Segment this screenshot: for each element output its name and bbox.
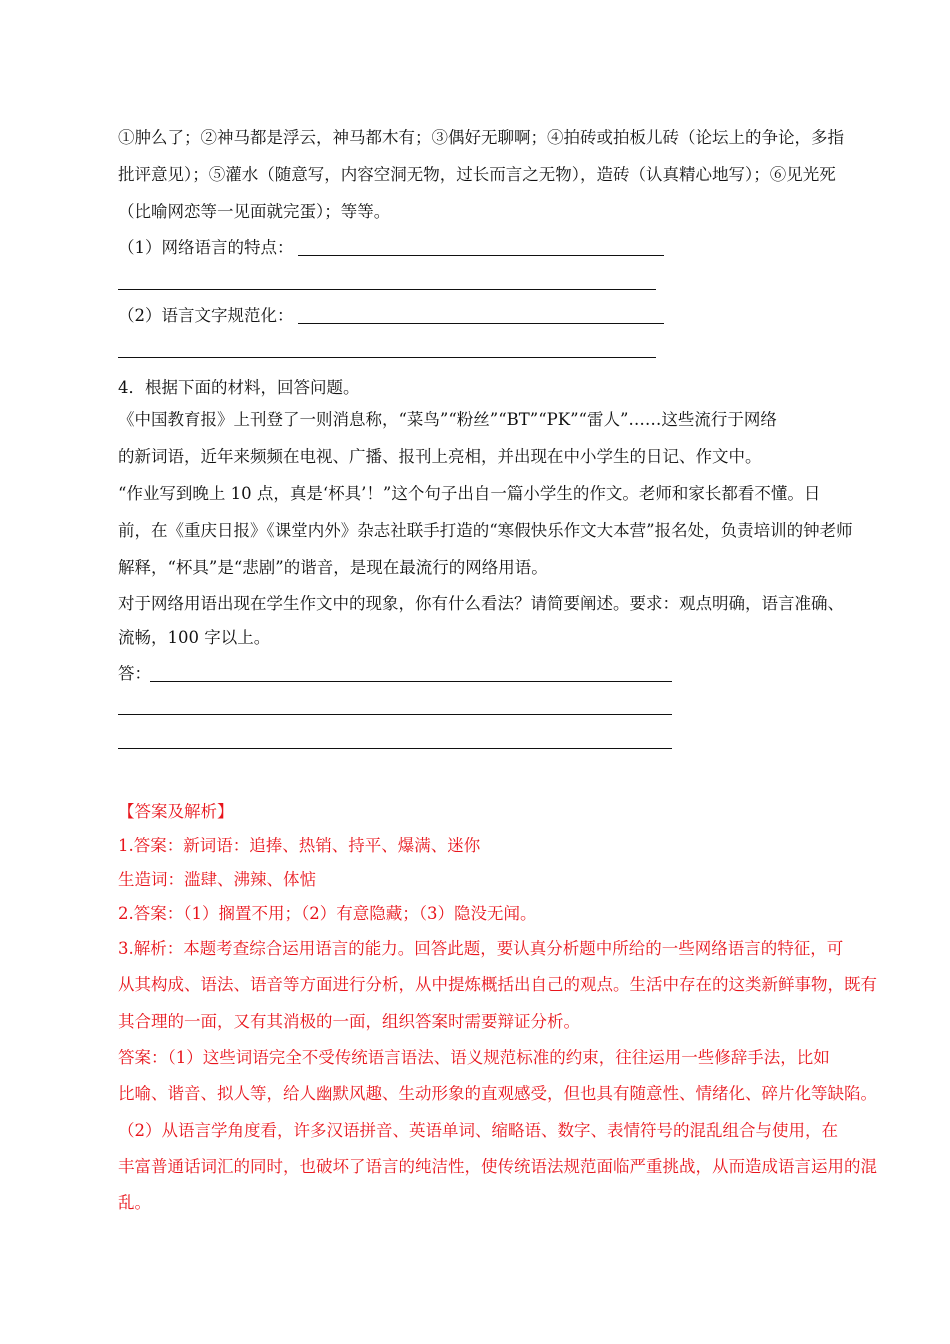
answer-3-analysis-line-3: 其合理的一面，又有其消极的一面，组织答案时需要辩证分析。 [118, 1012, 580, 1031]
answer-3-item1-line-2: 比喻、谐音、拟人等，给人幽默风趣、生动形象的直观感受，但也具有随意性、情绪化、碎片化等缺陷。 [118, 1084, 877, 1103]
answer-3-item2-line-3: 乱。 [118, 1193, 151, 1212]
answer-1-line-2: 生造词：滥肆、沸辣、体惦 [118, 870, 316, 889]
q4-para1-line-2: 的新词语，近年来频频在电视、广播、报刊上亮相，并出现在中小学生的日记、作文中。 [118, 447, 762, 466]
q4-para2-line-3: 解释，“杯具”是“悲剧”的谐音，是现在最流行的网络用语。 [118, 558, 548, 577]
q3-intro-line-1: ①肿么了；②神马都是浮云，神马都木有；③偶好无聊啊；④拍砖或拍板儿砖（论坛上的争论，多指 [118, 128, 844, 147]
q3-item1-answer-blank[interactable] [298, 255, 664, 256]
answer-3-item2-line-1: （2）从语言学角度看，许多汉语拼音、英语单词、缩略语、数字、表情符号的混乱组合与使用，在 [118, 1121, 838, 1140]
q3-intro-line-2: 批评意见）；⑤灌水（随意写，内容空洞无物，过长而言之无物），造砖（认真精心地写）；⑥见光死 [118, 165, 836, 184]
q3-item2-answer-blank[interactable] [298, 323, 664, 324]
q4-answer-blank-1[interactable] [150, 681, 672, 682]
q4-para2-line-1: “作业写到晚上 10 点，真是‘杯具’！”这个句子出自一篇小学生的作文。老师和家长都看不懂。日 [118, 484, 821, 503]
answer-1-line-1: 1.答案：新词语：追捧、热销、持平、爆满、迷你 [118, 836, 481, 855]
q4-answer-blank-2[interactable] [118, 714, 672, 715]
q4-para3-line-2: 流畅，100 字以上。 [118, 628, 271, 647]
q4-para1-line-1: 《中国教育报》上刊登了一则消息称，“菜鸟”“粉丝”“BT”“PK”“雷人”……这些流行于网络 [118, 410, 777, 429]
answer-3-item1-line-1: 答案：（1）这些词语完全不受传统语言语法、语义规范标准的约束，往往运用一些修辞手法，比如 [118, 1048, 830, 1067]
q3-intro-line-3: （比喻网恋等一见面就完蛋）；等等。 [118, 202, 391, 221]
q3-item2-label: （2）语言文字规范化： [118, 306, 294, 325]
q3-item2-answer-blank-2[interactable] [118, 357, 656, 358]
answer-2: 2.答案：（1）搁置不用；（2）有意隐藏；（3）隐没无闻。 [118, 904, 537, 923]
q4-answer-label: 答： [118, 664, 151, 683]
q4-title: 4．根据下面的材料，回答问题。 [118, 378, 360, 397]
q4-para2-line-2: 前，在《重庆日报》《课堂内外》杂志社联手打造的“寒假快乐作文大本营”报名处，负责培训的钟老师 [118, 521, 853, 540]
answer-3-analysis-line-1: 3.解析：本题考查综合运用语言的能力。回答此题，要认真分析题中所给的一些网络语言的特征，可 [118, 939, 844, 958]
answer-3-item2-line-2: 丰富普通话词汇的同时，也破坏了语言的纯洁性，使传统语法规范面临严重挑战，从而造成语言运用的混 [118, 1157, 877, 1176]
q3-item1-label: （1）网络语言的特点： [118, 238, 294, 257]
answer-3-analysis-line-2: 从其构成、语法、语音等方面进行分析，从中提炼概括出自己的观点。生活中存在的这类新鲜事物，既有 [118, 975, 877, 994]
answers-header: 【答案及解析】 [118, 802, 234, 821]
q4-answer-blank-3[interactable] [118, 748, 672, 749]
q4-para3-line-1: 对于网络用语出现在学生作文中的现象，你有什么看法？请简要阐述。要求：观点明确，语言准确、 [118, 594, 844, 613]
q3-item1-answer-blank-2[interactable] [118, 289, 656, 290]
